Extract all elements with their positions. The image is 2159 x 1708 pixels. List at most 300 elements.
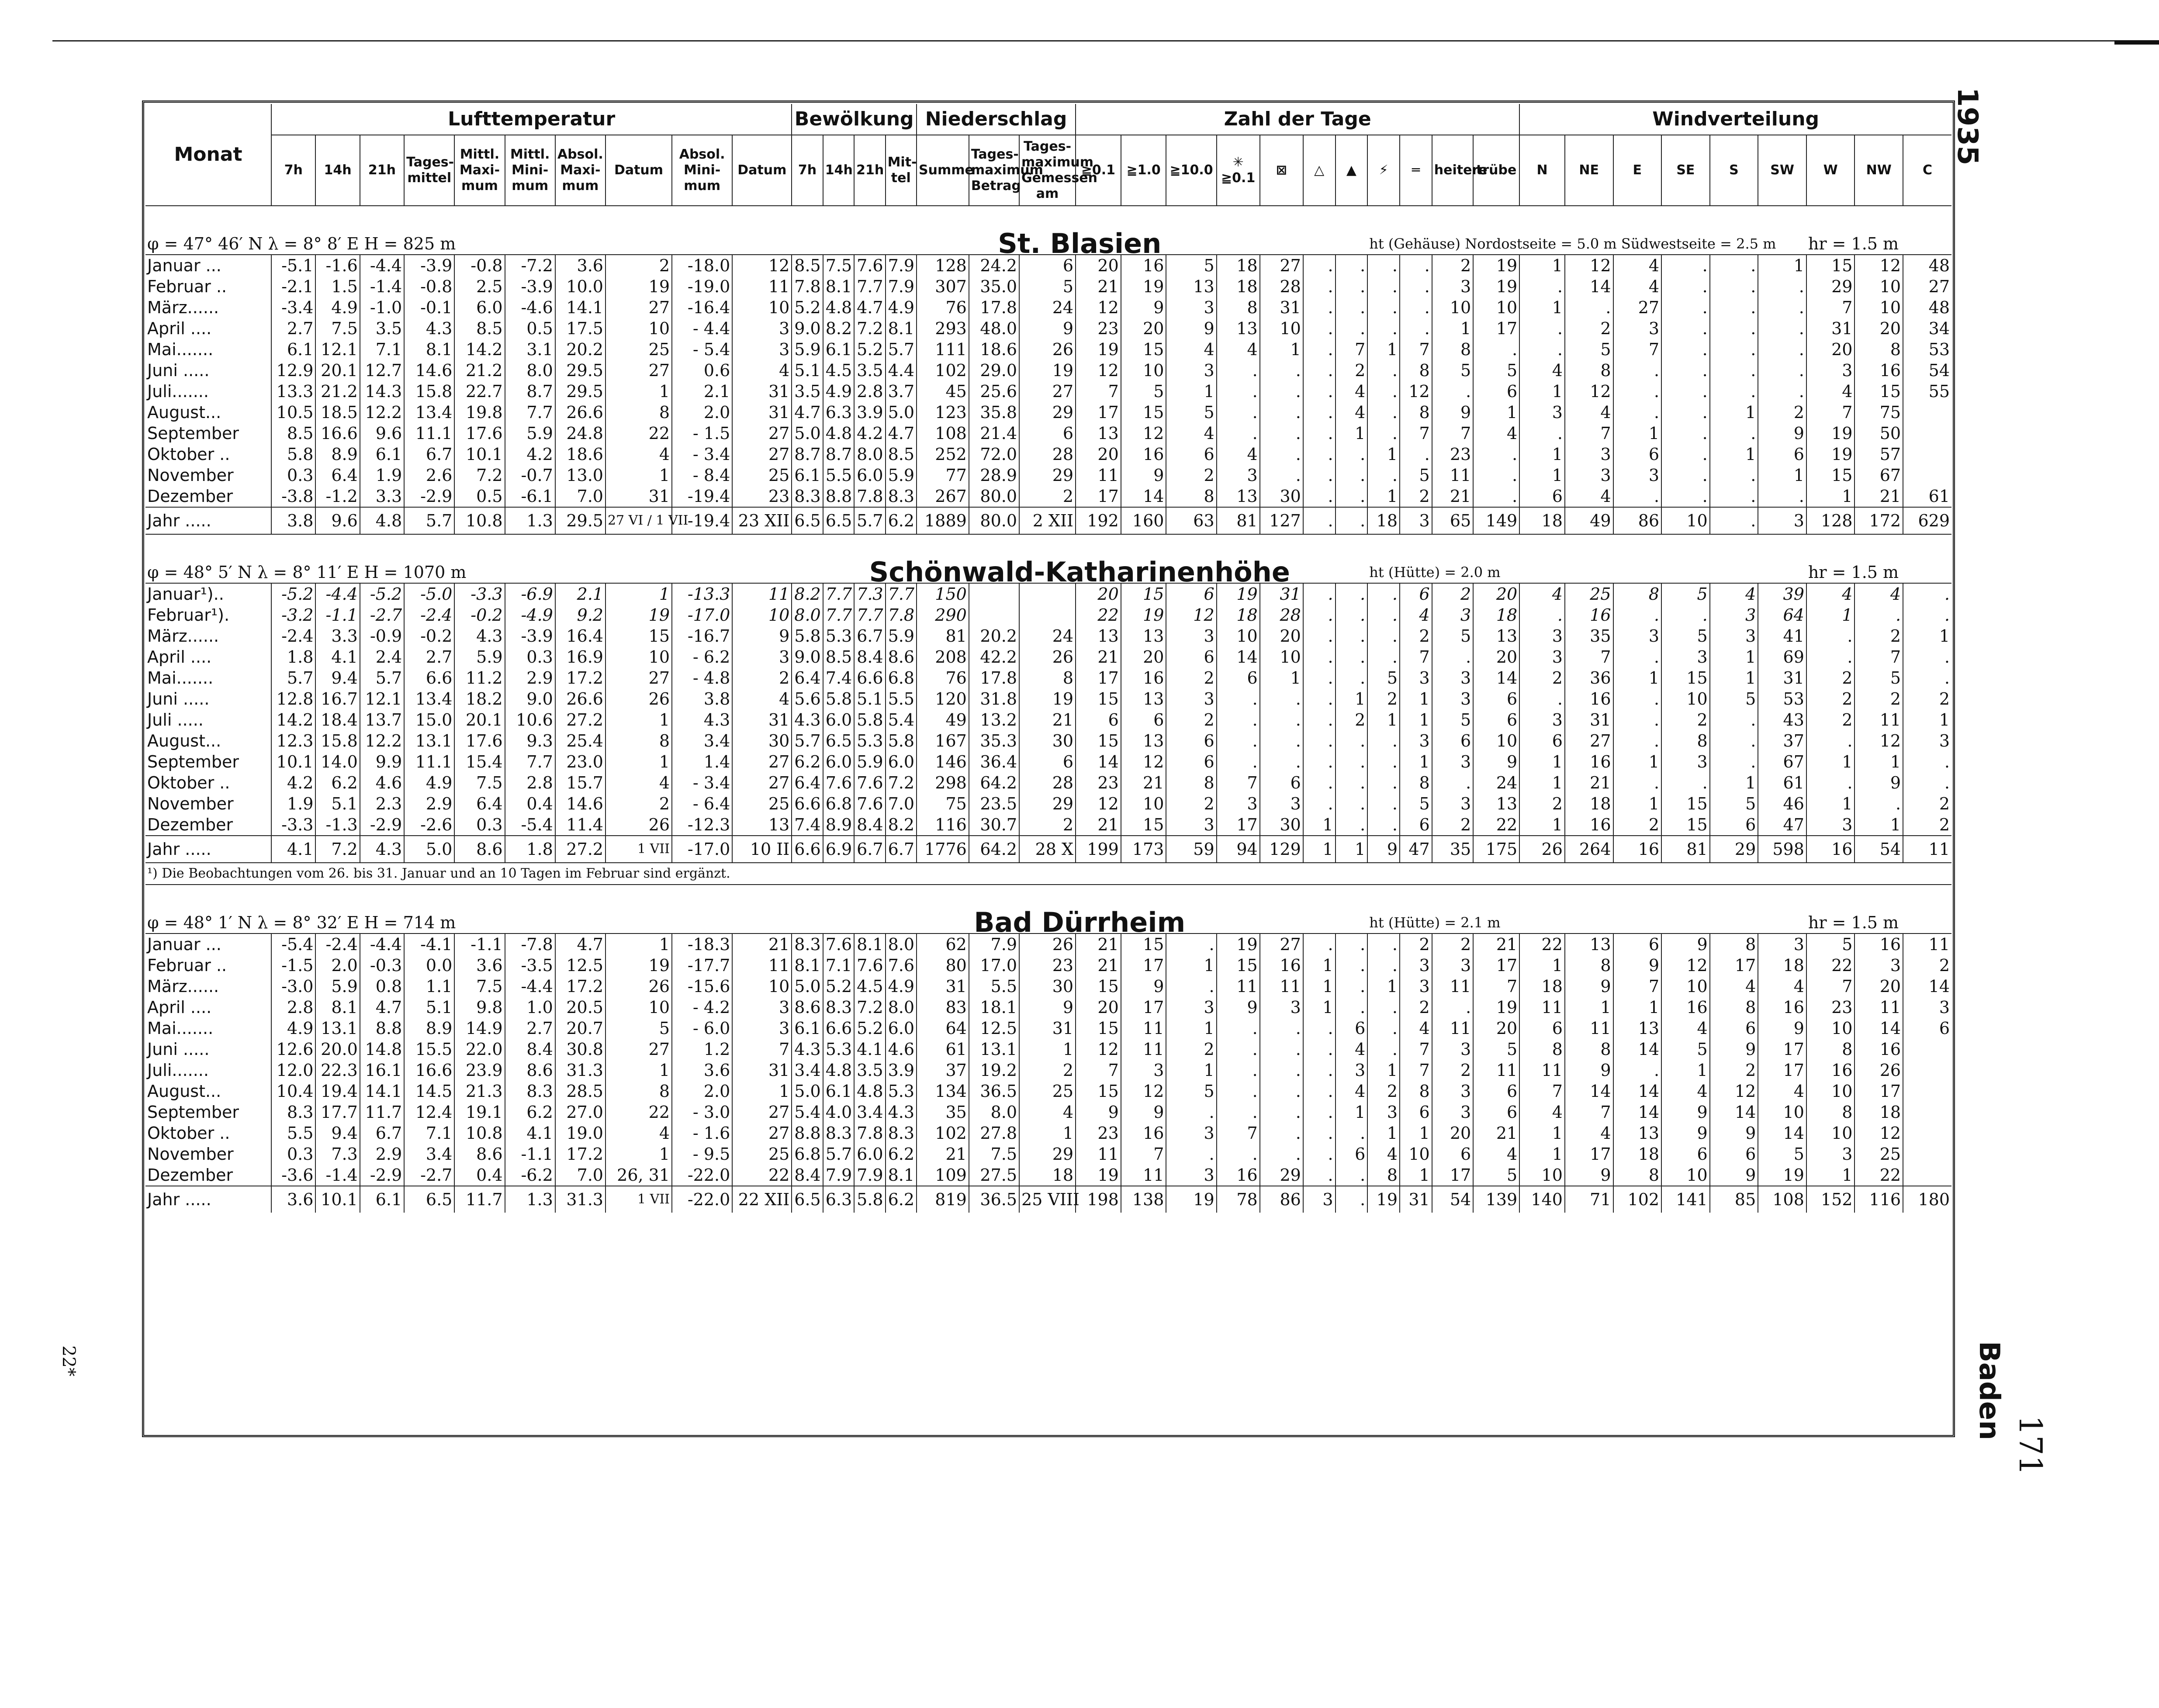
table-cell xyxy=(1903,1081,1951,1102)
table-cell: 10 xyxy=(1260,647,1303,667)
table-cell: 13 xyxy=(1613,1123,1662,1144)
table-cell: 4.1 xyxy=(315,647,360,667)
table-cell: 3.4 xyxy=(792,1060,823,1081)
table-cell: 54 xyxy=(1432,1186,1473,1213)
table-row xyxy=(145,730,1951,751)
table-cell: 11 xyxy=(1432,976,1473,997)
table-cell: 8.5 xyxy=(823,647,854,667)
table-cell: 26 xyxy=(605,814,672,836)
table-cell: 23.5 xyxy=(969,793,1019,814)
table-cell: 5.8 xyxy=(854,709,885,730)
table-cell: . xyxy=(1303,465,1336,486)
table-cell: . xyxy=(1367,1039,1400,1060)
table-cell: 37 xyxy=(917,1060,969,1081)
table-cell: 19 xyxy=(1121,605,1166,626)
table-cell: 3 xyxy=(1400,730,1432,751)
table-row xyxy=(145,486,1951,507)
table-cell: -0.8 xyxy=(404,276,454,297)
table-cell: 129 xyxy=(1260,836,1303,863)
table-cell: 10 xyxy=(1121,360,1166,381)
table-cell: -1.1 xyxy=(505,1144,555,1165)
table-cell: 21 xyxy=(1076,276,1121,297)
table-cell: 19 xyxy=(1076,1165,1121,1186)
table-cell: - 3.4 xyxy=(672,772,732,793)
table-cell: 13 xyxy=(1217,486,1260,507)
table-cell: . xyxy=(1758,297,1806,318)
column-header: Datum xyxy=(605,135,672,206)
table-cell: 5.9 xyxy=(886,465,917,486)
table-cell: 3 xyxy=(1166,626,1216,647)
table-cell: 2 xyxy=(1432,583,1473,605)
table-cell: 4.7 xyxy=(854,297,885,318)
table-cell: . xyxy=(1336,955,1368,976)
month-label: Juli....... xyxy=(147,382,209,401)
table-cell: 10 xyxy=(732,976,792,997)
table-cell: 4 xyxy=(1661,1018,1710,1039)
table-cell: 20 xyxy=(1432,1123,1473,1144)
table-cell: 3.5 xyxy=(792,381,823,402)
table-cell: 1 xyxy=(605,465,672,486)
month-label: November xyxy=(147,466,234,485)
table-cell: 42.2 xyxy=(969,647,1019,667)
table-cell: 17.5 xyxy=(555,318,605,339)
table-cell: . xyxy=(1367,814,1400,836)
table-cell: 2 xyxy=(1166,793,1216,814)
table-cell: . xyxy=(1260,1039,1303,1060)
table-cell: 2.9 xyxy=(404,793,454,814)
table-cell: 6 xyxy=(1613,934,1662,955)
table-row xyxy=(145,1081,1951,1102)
table-cell: 9 xyxy=(1121,297,1166,318)
table-cell: 8.8 xyxy=(823,486,854,507)
table-cell: 8.7 xyxy=(823,444,854,465)
table-cell: 15.5 xyxy=(404,1039,454,1060)
table-cell: 1 xyxy=(1473,402,1519,423)
table-cell: 27 xyxy=(732,423,792,444)
table-cell: 29 xyxy=(1019,465,1076,486)
table-cell: 6 xyxy=(1758,444,1806,465)
table-cell: 5.0 xyxy=(886,402,917,423)
table-cell: . xyxy=(1336,730,1368,751)
table-cell: 27 xyxy=(605,297,672,318)
table-cell: 2 XII xyxy=(1019,507,1076,534)
table-cell: 15 xyxy=(1076,1018,1121,1039)
table-cell: 8.9 xyxy=(823,814,854,836)
table-cell: 2.0 xyxy=(315,955,360,976)
table-cell: . xyxy=(1217,360,1260,381)
table-cell: 15 xyxy=(1121,583,1166,605)
table-cell: . xyxy=(1432,997,1473,1018)
table-cell: 4 xyxy=(1367,1144,1400,1165)
table-cell: 7.9 xyxy=(886,255,917,276)
table-cell: 10 xyxy=(1260,318,1303,339)
table-cell: 1.1 xyxy=(404,976,454,997)
table-cell: 2 xyxy=(1855,688,1903,709)
table-row xyxy=(145,955,1951,976)
table-cell: 17.6 xyxy=(454,730,505,751)
table-cell: 36.5 xyxy=(969,1186,1019,1213)
table-cell: 6 xyxy=(1166,730,1216,751)
table-cell: 4 xyxy=(1336,402,1368,423)
header-monat: Monat xyxy=(145,104,271,206)
table-cell: 6.1 xyxy=(792,1018,823,1039)
table-cell: 3 xyxy=(1565,444,1613,465)
table-cell: 23 xyxy=(1432,444,1473,465)
table-cell: 81 xyxy=(1217,507,1260,534)
table-cell: 3 xyxy=(1166,360,1216,381)
table-cell: . xyxy=(1260,709,1303,730)
table-cell: 17 xyxy=(1565,1144,1613,1165)
table-cell: 7 xyxy=(1432,423,1473,444)
month-label: Mai....... xyxy=(147,340,214,359)
table-cell: 1 xyxy=(1400,709,1432,730)
column-header: ≧0.1 xyxy=(1076,135,1121,206)
table-cell: 3 xyxy=(1217,465,1260,486)
table-cell: 0.4 xyxy=(505,793,555,814)
table-cell: 6.0 xyxy=(823,709,854,730)
table-cell: -0.2 xyxy=(454,605,505,626)
table-cell: 6.5 xyxy=(792,507,823,534)
table-cell: 13 xyxy=(1121,688,1166,709)
table-cell: 4.2 xyxy=(505,444,555,465)
table-cell: . xyxy=(1260,1123,1303,1144)
table-cell: 160 xyxy=(1121,507,1166,534)
table-cell: 4.1 xyxy=(271,836,315,863)
column-header: ⚡ xyxy=(1367,135,1400,206)
table-cell: 21.2 xyxy=(315,381,360,402)
table-cell: 31 xyxy=(1565,709,1613,730)
table-cell: 4 xyxy=(1336,1039,1368,1060)
table-cell: 7.5 xyxy=(454,976,505,997)
table-cell: . xyxy=(1661,255,1710,276)
table-cell: 3 xyxy=(1855,955,1903,976)
table-cell: 21 xyxy=(1473,934,1519,955)
table-cell: 4 xyxy=(732,360,792,381)
table-cell: 264 xyxy=(1565,836,1613,863)
table-cell: 9 xyxy=(1758,1018,1806,1039)
table-cell: 3.8 xyxy=(271,507,315,534)
table-cell: . xyxy=(1336,1123,1368,1144)
month-label: September xyxy=(147,424,239,443)
table-cell: 10 xyxy=(1661,976,1710,997)
table-cell: 12.5 xyxy=(555,955,605,976)
table-cell: 4 xyxy=(1565,1123,1613,1144)
table-cell: . xyxy=(1432,381,1473,402)
table-cell: 26 xyxy=(605,976,672,997)
table-cell: . xyxy=(1367,647,1400,667)
table-cell: . xyxy=(1710,297,1758,318)
table-cell: 1 xyxy=(1367,709,1400,730)
table-cell: 6.7 xyxy=(404,444,454,465)
month-label: Januar¹).. xyxy=(147,584,224,604)
table-cell: 146 xyxy=(917,751,969,772)
table-cell: 4 xyxy=(1019,1102,1076,1123)
month-label: April .... xyxy=(147,319,212,338)
table-cell: 14.0 xyxy=(315,751,360,772)
table-cell: 5.2 xyxy=(792,297,823,318)
table-cell: 1 xyxy=(1019,1123,1076,1144)
month-label: Juli ..... xyxy=(147,710,204,730)
table-cell: . xyxy=(1519,423,1565,444)
top-rule-thick xyxy=(2114,40,2159,45)
table-cell: - 3.0 xyxy=(672,1102,732,1123)
table-cell: 149 xyxy=(1473,507,1519,534)
table-cell: 12.4 xyxy=(404,1102,454,1123)
table-cell: 83 xyxy=(917,997,969,1018)
station-ht: ht (Hütte) = 2.1 m xyxy=(1367,885,1806,934)
table-cell: 5.1 xyxy=(792,360,823,381)
table-cell: 2 xyxy=(1903,793,1951,814)
table-cell: 16 xyxy=(1855,360,1903,381)
table-cell: . xyxy=(1217,730,1260,751)
table-cell: 9.8 xyxy=(454,997,505,1018)
table-cell: 30 xyxy=(1019,730,1076,751)
table-cell: . xyxy=(1661,318,1710,339)
table-cell: 13 xyxy=(1473,793,1519,814)
station-ht: ht (Hütte) = 2.0 m xyxy=(1367,534,1806,583)
month-label: Mai....... xyxy=(147,1019,214,1038)
column-header: NE xyxy=(1565,135,1613,206)
table-cell: -19.4 xyxy=(672,486,732,507)
table-cell: 108 xyxy=(917,423,969,444)
page-number: 171 xyxy=(2012,1415,2049,1476)
table-cell: 20.1 xyxy=(454,709,505,730)
station-coordinates: φ = 47° 46′ N λ = 8° 8′ E H = 825 m xyxy=(145,206,792,255)
table-cell: . xyxy=(1855,793,1903,814)
table-cell: 139 xyxy=(1473,1186,1519,1213)
table-cell: 7.6 xyxy=(854,255,885,276)
table-cell: 19.1 xyxy=(454,1102,505,1123)
table-cell: . xyxy=(1217,1081,1260,1102)
table-cell: . xyxy=(1367,997,1400,1018)
table-cell: 2.8 xyxy=(271,997,315,1018)
table-cell: 4 xyxy=(1400,605,1432,626)
table-cell: 1 xyxy=(1806,486,1855,507)
table-cell: 8.1 xyxy=(404,339,454,360)
table-cell: 9 xyxy=(732,626,792,647)
table-cell: 4 xyxy=(1519,583,1565,605)
column-header: SE xyxy=(1661,135,1710,206)
table-cell: 8 xyxy=(605,730,672,751)
table-cell: 7.0 xyxy=(555,1165,605,1186)
table-cell: 22.7 xyxy=(454,381,505,402)
table-cell: . xyxy=(1336,605,1368,626)
table-cell: -1.5 xyxy=(271,955,315,976)
table-cell: 1 xyxy=(1260,667,1303,688)
table-cell: 102 xyxy=(917,1123,969,1144)
table-cell: . xyxy=(1336,814,1368,836)
month-label: Oktober .. xyxy=(147,773,230,792)
table-cell: 3 xyxy=(1613,465,1662,486)
column-header: Tages-mittel xyxy=(404,135,454,206)
table-cell: 17 xyxy=(1076,486,1121,507)
table-cell: 8 xyxy=(1613,583,1662,605)
table-cell: 10 xyxy=(1519,1165,1565,1186)
table-cell: 3.6 xyxy=(672,1060,732,1081)
table-cell: 6 xyxy=(1432,1144,1473,1165)
table-cell: 13 xyxy=(1166,276,1216,297)
table-cell: 20 xyxy=(1473,1018,1519,1039)
table-cell: 5.7 xyxy=(823,1144,854,1165)
table-cell: 7.6 xyxy=(854,772,885,793)
table-cell: 6 xyxy=(1166,444,1216,465)
table-cell: . xyxy=(1336,772,1368,793)
table-cell: 1 xyxy=(605,934,672,955)
table-cell: 1 xyxy=(1519,955,1565,976)
table-cell: 3 xyxy=(1166,297,1216,318)
table-cell: . xyxy=(1710,507,1758,534)
table-cell: 11 xyxy=(1903,836,1951,863)
table-cell: 13 xyxy=(1076,423,1121,444)
table-cell: 2.4 xyxy=(360,647,404,667)
table-cell: 128 xyxy=(917,255,969,276)
table-cell: 8.6 xyxy=(792,997,823,1018)
table-cell: -0.2 xyxy=(404,626,454,647)
table-cell: 7 xyxy=(1806,297,1855,318)
table-cell: . xyxy=(1303,688,1336,709)
table-cell: 16 xyxy=(1121,444,1166,465)
table-cell: 9 xyxy=(1565,1165,1613,1186)
table-cell: 3.3 xyxy=(315,626,360,647)
table-cell: 1 xyxy=(1336,1102,1368,1123)
table-cell: 20 xyxy=(1076,255,1121,276)
table-cell: 1 xyxy=(1519,772,1565,793)
table-cell: . xyxy=(1710,318,1758,339)
table-cell: 6 xyxy=(1432,730,1473,751)
table-cell: 15.0 xyxy=(404,709,454,730)
table-cell: 11 xyxy=(1217,976,1260,997)
table-cell: 17 xyxy=(1432,1165,1473,1186)
table-cell: 25.6 xyxy=(969,381,1019,402)
table-cell: 20 xyxy=(1855,976,1903,997)
table-cell: 8 xyxy=(1432,339,1473,360)
table-cell: 5 xyxy=(1661,626,1710,647)
table-cell: 7.7 xyxy=(505,402,555,423)
column-header: ≧1.0 xyxy=(1121,135,1166,206)
table-cell: . xyxy=(1303,793,1336,814)
table-cell: 15 xyxy=(1076,730,1121,751)
table-cell: 31 xyxy=(1019,1018,1076,1039)
table-cell: 2 xyxy=(1758,402,1806,423)
table-cell: 11 xyxy=(732,276,792,297)
table-row xyxy=(145,1102,1951,1123)
table-cell: -4.9 xyxy=(505,605,555,626)
table-cell: 22 xyxy=(605,423,672,444)
table-cell: 3 xyxy=(1613,318,1662,339)
table-cell: 18.6 xyxy=(969,339,1019,360)
table-cell: . xyxy=(1661,360,1710,381)
table-cell: 2 xyxy=(1432,934,1473,955)
table-cell: . xyxy=(1661,402,1710,423)
table-cell: 7 xyxy=(1400,647,1432,667)
table-cell: 10 xyxy=(1806,1081,1855,1102)
table-cell: 1 xyxy=(1613,423,1662,444)
table-cell: 5.5 xyxy=(969,976,1019,997)
table-cell: 12 xyxy=(1565,381,1613,402)
table-cell: 14 xyxy=(1613,1102,1662,1123)
table-cell: 14.8 xyxy=(360,1039,404,1060)
table-cell: . xyxy=(1303,1123,1336,1144)
table-cell: 2.1 xyxy=(672,381,732,402)
table-cell: 12.3 xyxy=(271,730,315,751)
table-cell: 9 xyxy=(1473,751,1519,772)
table-cell: 7.7 xyxy=(823,605,854,626)
table-cell: 6.2 xyxy=(886,1144,917,1165)
table-cell: . xyxy=(1336,793,1368,814)
table-cell: 7 xyxy=(1855,647,1903,667)
table-cell: 3.5 xyxy=(854,1060,885,1081)
table-cell: 85 xyxy=(1710,1186,1758,1213)
table-cell: . xyxy=(1903,772,1951,793)
table-cell: 1 xyxy=(1336,423,1368,444)
table-cell: 4.3 xyxy=(360,836,404,863)
table-cell: 27.2 xyxy=(555,709,605,730)
table-cell: . xyxy=(1336,976,1368,997)
table-cell: . xyxy=(1613,730,1662,751)
table-cell: 31 xyxy=(732,381,792,402)
table-cell: 2 xyxy=(1400,486,1432,507)
table-row xyxy=(145,997,1951,1018)
table-cell: 4 xyxy=(1217,444,1260,465)
table-cell: 8.4 xyxy=(792,1165,823,1186)
column-header: N xyxy=(1519,135,1565,206)
table-cell: . xyxy=(1806,647,1855,667)
table-cell: 8.3 xyxy=(505,1081,555,1102)
table-cell: 3 xyxy=(1260,997,1303,1018)
table-cell: 6.7 xyxy=(360,1123,404,1144)
table-cell: . xyxy=(1166,1102,1216,1123)
column-header: ✳ ≧0.1 xyxy=(1217,135,1260,206)
table-cell: 21 xyxy=(1076,647,1121,667)
table-cell: 63 xyxy=(1166,507,1216,534)
table-cell: 48 xyxy=(1903,297,1951,318)
table-cell: 1 xyxy=(1613,793,1662,814)
table-cell: 109 xyxy=(917,1165,969,1186)
table-cell: 24 xyxy=(1473,772,1519,793)
table-cell: 4 xyxy=(1806,583,1855,605)
table-cell: 307 xyxy=(917,276,969,297)
table-cell: 5.7 xyxy=(360,667,404,688)
table-cell: 0.3 xyxy=(454,814,505,836)
table-cell: 6 xyxy=(1519,486,1565,507)
table-cell: 4 xyxy=(1473,423,1519,444)
table-cell: 6 xyxy=(1661,1144,1710,1165)
table-cell: 102 xyxy=(1613,1186,1662,1213)
table-cell: 5.3 xyxy=(823,1039,854,1060)
table-cell: 10 II xyxy=(732,836,792,863)
table-cell: 3 xyxy=(1166,1123,1216,1144)
table-cell: 7 xyxy=(1400,1039,1432,1060)
month-label: September xyxy=(147,752,239,771)
table-cell: 4.3 xyxy=(886,1102,917,1123)
table-cell: 8 xyxy=(1400,402,1432,423)
table-cell: 2.7 xyxy=(404,647,454,667)
table-cell: 5.3 xyxy=(823,626,854,647)
table-cell: 3 xyxy=(1661,647,1710,667)
table-cell: 7.8 xyxy=(854,486,885,507)
table-cell: -17.0 xyxy=(672,836,732,863)
table-cell: . xyxy=(1367,730,1400,751)
table-cell: 17 xyxy=(1121,997,1166,1018)
table-cell: 6.2 xyxy=(792,751,823,772)
table-cell: 4.1 xyxy=(505,1123,555,1144)
table-cell: 13 xyxy=(1217,318,1260,339)
table-cell: 7.1 xyxy=(360,339,404,360)
table-cell: 7.5 xyxy=(454,772,505,793)
table-cell: 11 xyxy=(1565,1018,1613,1039)
table-row xyxy=(145,688,1951,709)
table-cell: . xyxy=(1400,444,1432,465)
